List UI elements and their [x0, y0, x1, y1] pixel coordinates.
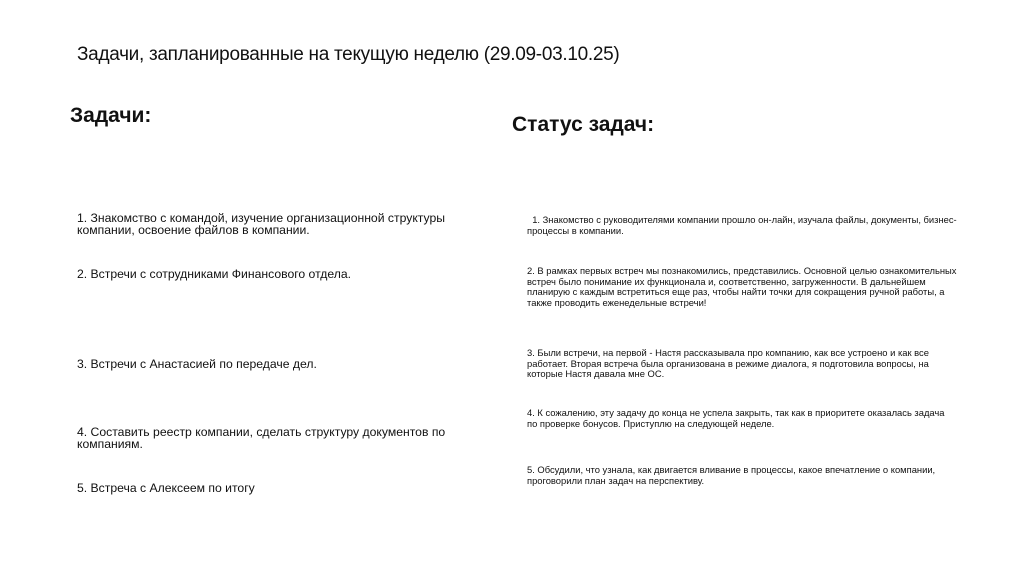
status-item-4: 4. К сожалению, эту задачу до конца не успела закрыть, так как в приоритете оказалась задача по проверке бонусов. Приступлю на следующей неделе.	[527, 407, 945, 429]
status-item-3: 3. Были встречи, на первой - Настя рассказывала про компанию, как все устроено и как все работает. Вторая встреча была организована в режиме диалога, я подготовила вопросы, на которые Настя давала мне ОС.	[527, 347, 929, 379]
task-item-3: 3. Встречи с Анастасией по передаче дел.	[77, 357, 317, 371]
slide-title: Задачи, запланированные на текущую неделю (29.09-03.10.25)	[77, 44, 620, 65]
task-item-4: 4. Составить реестр компании, сделать структуру документов по компаниям.	[77, 425, 446, 451]
status-heading: Статус задач:	[512, 113, 655, 136]
status-item-5: 5. Обсудили, что узнала, как двигается вливание в процессы, какое впечатление о компании, проговорили план задач на перспективу.	[527, 464, 936, 486]
task-item-1: 1. Знакомство с командой, изучение организационной структуры компании, освоение файлов в компании.	[77, 211, 445, 237]
task-item-2: 2. Встречи с сотрудниками Финансового отдела.	[77, 267, 352, 281]
task-item-5: 5. Встреча с Алексеем по итогу	[77, 481, 255, 495]
status-item-2: 2. В рамках первых встреч мы познакомились, представились. Основной целью ознакомительных встреч было понимание их функционала и, соответственно, загруженности. В дальнейшем планирую с каждым встретиться еще раз, чтобы найти точки для сокращения ручной работы, а также проводить еженедельные встречи!	[527, 265, 957, 308]
status-item-1: 1. Знакомство с руководителями компании прошло он-лайн, изучала файлы, документы, бизнес-процессы в компании.	[527, 214, 957, 236]
tasks-heading: Задачи:	[70, 104, 152, 127]
